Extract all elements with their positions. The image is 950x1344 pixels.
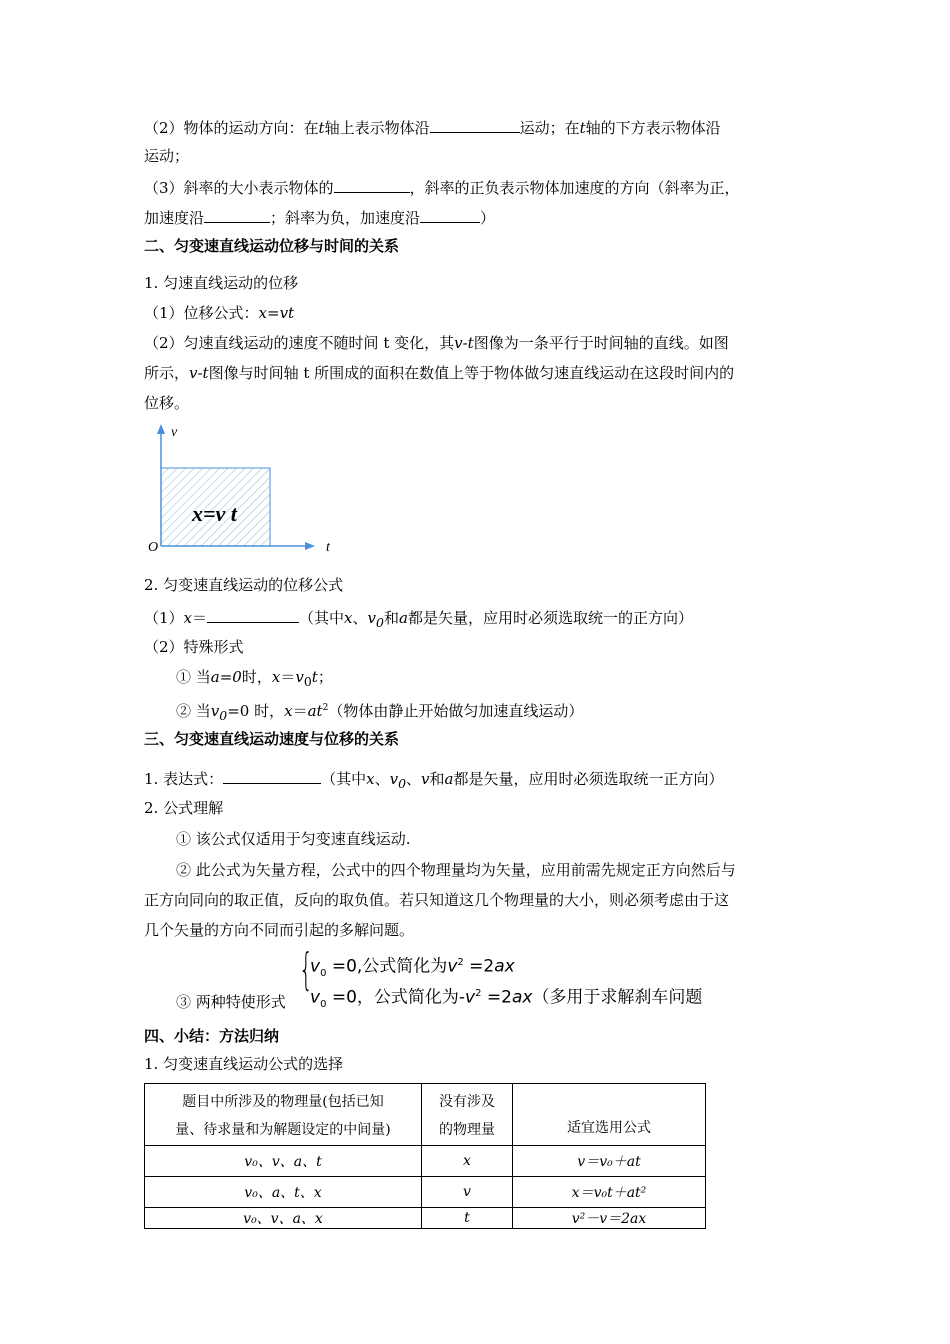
- section-heading: 四、小结：方法归纳: [144, 1027, 280, 1045]
- table-cell: x＝v₀t＋at²: [513, 1177, 706, 1208]
- answer-blank[interactable]: [430, 116, 520, 133]
- subsection-title: 1. 匀速直线运动的位移: [144, 274, 299, 292]
- v-label: v: [171, 425, 178, 440]
- formula-selection-table: [144, 1083, 706, 1229]
- table-header: 题目中所涉及的物理量(包括已知 量、待求量和为解题设定的中间量): [145, 1084, 422, 1146]
- special-case-2: ② 当$v_0=0$ 时，$x=at^2$（物体由静止开始做匀加速直线运动）: [176, 702, 584, 723]
- paragraph-line: 正方向同向的取正值，反向的取负值。若只知道这几个物理量的大小，则必须考虑由于这: [144, 891, 730, 909]
- answer-blank[interactable]: [223, 767, 321, 784]
- slope-line: （3）斜率的大小表示物体的 ，斜率的正负表示物体加速度的方向（斜率为正，: [144, 176, 740, 198]
- brace-symbol: {: [299, 944, 313, 995]
- formula-line: （1）x＝ （其中x、$v_0$和a都是矢量，应用时必须选取统一的正方向）: [144, 606, 693, 633]
- x-axis-arrow: [305, 542, 315, 550]
- motion-direction-line-2: 运动；: [144, 147, 190, 165]
- subsection-title: 1. 匀变速直线运动公式的选择: [144, 1055, 344, 1073]
- paragraph-line: 所示，v-t图像与时间轴 t 所围成的面积在数值上等于物体做匀速直线运动在这段时间内的: [144, 364, 735, 382]
- table-cell: v₀、v、a、t: [145, 1146, 422, 1177]
- t-label: t: [326, 540, 330, 555]
- equation-case-1: $v_0 =0$,公式简化为$v^2 =2ax$: [310, 956, 515, 980]
- vt-graph: [140, 420, 340, 560]
- paragraph-line: 几个矢量的方向不同而引起的多解问题。: [144, 921, 415, 939]
- special-case-1: ① 当a=0时，$x=v_0t$；: [176, 668, 333, 689]
- table-row: [145, 1177, 706, 1208]
- table-cell: t: [422, 1208, 513, 1229]
- table-header: 适宜选用公式: [513, 1084, 706, 1146]
- table-cell: v: [422, 1177, 513, 1208]
- equation-case-2: $v_0 =0$，公式简化为$-v^2 =2ax$（多用于求解刹车问题: [310, 987, 703, 1011]
- area-formula: x=v t: [192, 501, 237, 526]
- answer-blank[interactable]: [334, 176, 410, 193]
- paragraph-line: ① 该公式仅适用于匀变速直线运动.: [176, 830, 411, 848]
- table-header: 没有涉及 的物理量: [422, 1084, 513, 1146]
- section-heading: 三、匀变速直线运动速度与位移的关系: [144, 730, 400, 748]
- paragraph-line: （2）匀速直线运动的速度不随时间 t 变化，其v-t图像为一条平行于时间轴的直线。如图: [144, 334, 729, 352]
- answer-blank[interactable]: [420, 206, 480, 223]
- table-cell: v₀、v、a、x: [145, 1208, 422, 1229]
- table-row: [145, 1146, 706, 1177]
- section-heading: 二、匀变速直线运动位移与时间的关系: [144, 237, 400, 255]
- table-cell: v²－v＝2ax: [513, 1208, 706, 1229]
- paragraph-line: ③ 两种特使形式: [176, 993, 286, 1011]
- answer-blank[interactable]: [207, 606, 299, 623]
- motion-direction-line: （2）物体的运动方向：在t轴上表示物体沿 运动；在t轴的下方表示物体沿: [144, 116, 721, 138]
- y-axis-arrow: [157, 424, 165, 434]
- paragraph-line: （2）特殊形式: [144, 638, 244, 656]
- table-row: [145, 1208, 706, 1229]
- table-cell: x: [422, 1146, 513, 1177]
- paragraph-line: ② 此公式为矢量方程，公式中的四个物理量均为矢量，应用前需先规定正方向然后与: [176, 861, 736, 879]
- paragraph-line: 位移。: [144, 394, 190, 412]
- formula-line: （1）位移公式：x=vt: [144, 304, 295, 322]
- table-cell: v₀、a、t、x: [145, 1177, 422, 1208]
- subsection-title: 2. 公式理解: [144, 799, 224, 817]
- slope-line-2: 加速度沿 ；斜率为负，加速度沿 ）: [144, 206, 495, 228]
- subsection-title: 2. 匀变速直线运动的位移公式: [144, 576, 344, 594]
- table-cell: v＝v₀＋at: [513, 1146, 706, 1177]
- origin-label: O: [148, 540, 159, 555]
- formula-line: 1. 表达式： （其中x、$v_0$、v和a都是矢量，应用时必须选取统一正方向）: [144, 767, 724, 794]
- answer-blank[interactable]: [204, 206, 270, 223]
